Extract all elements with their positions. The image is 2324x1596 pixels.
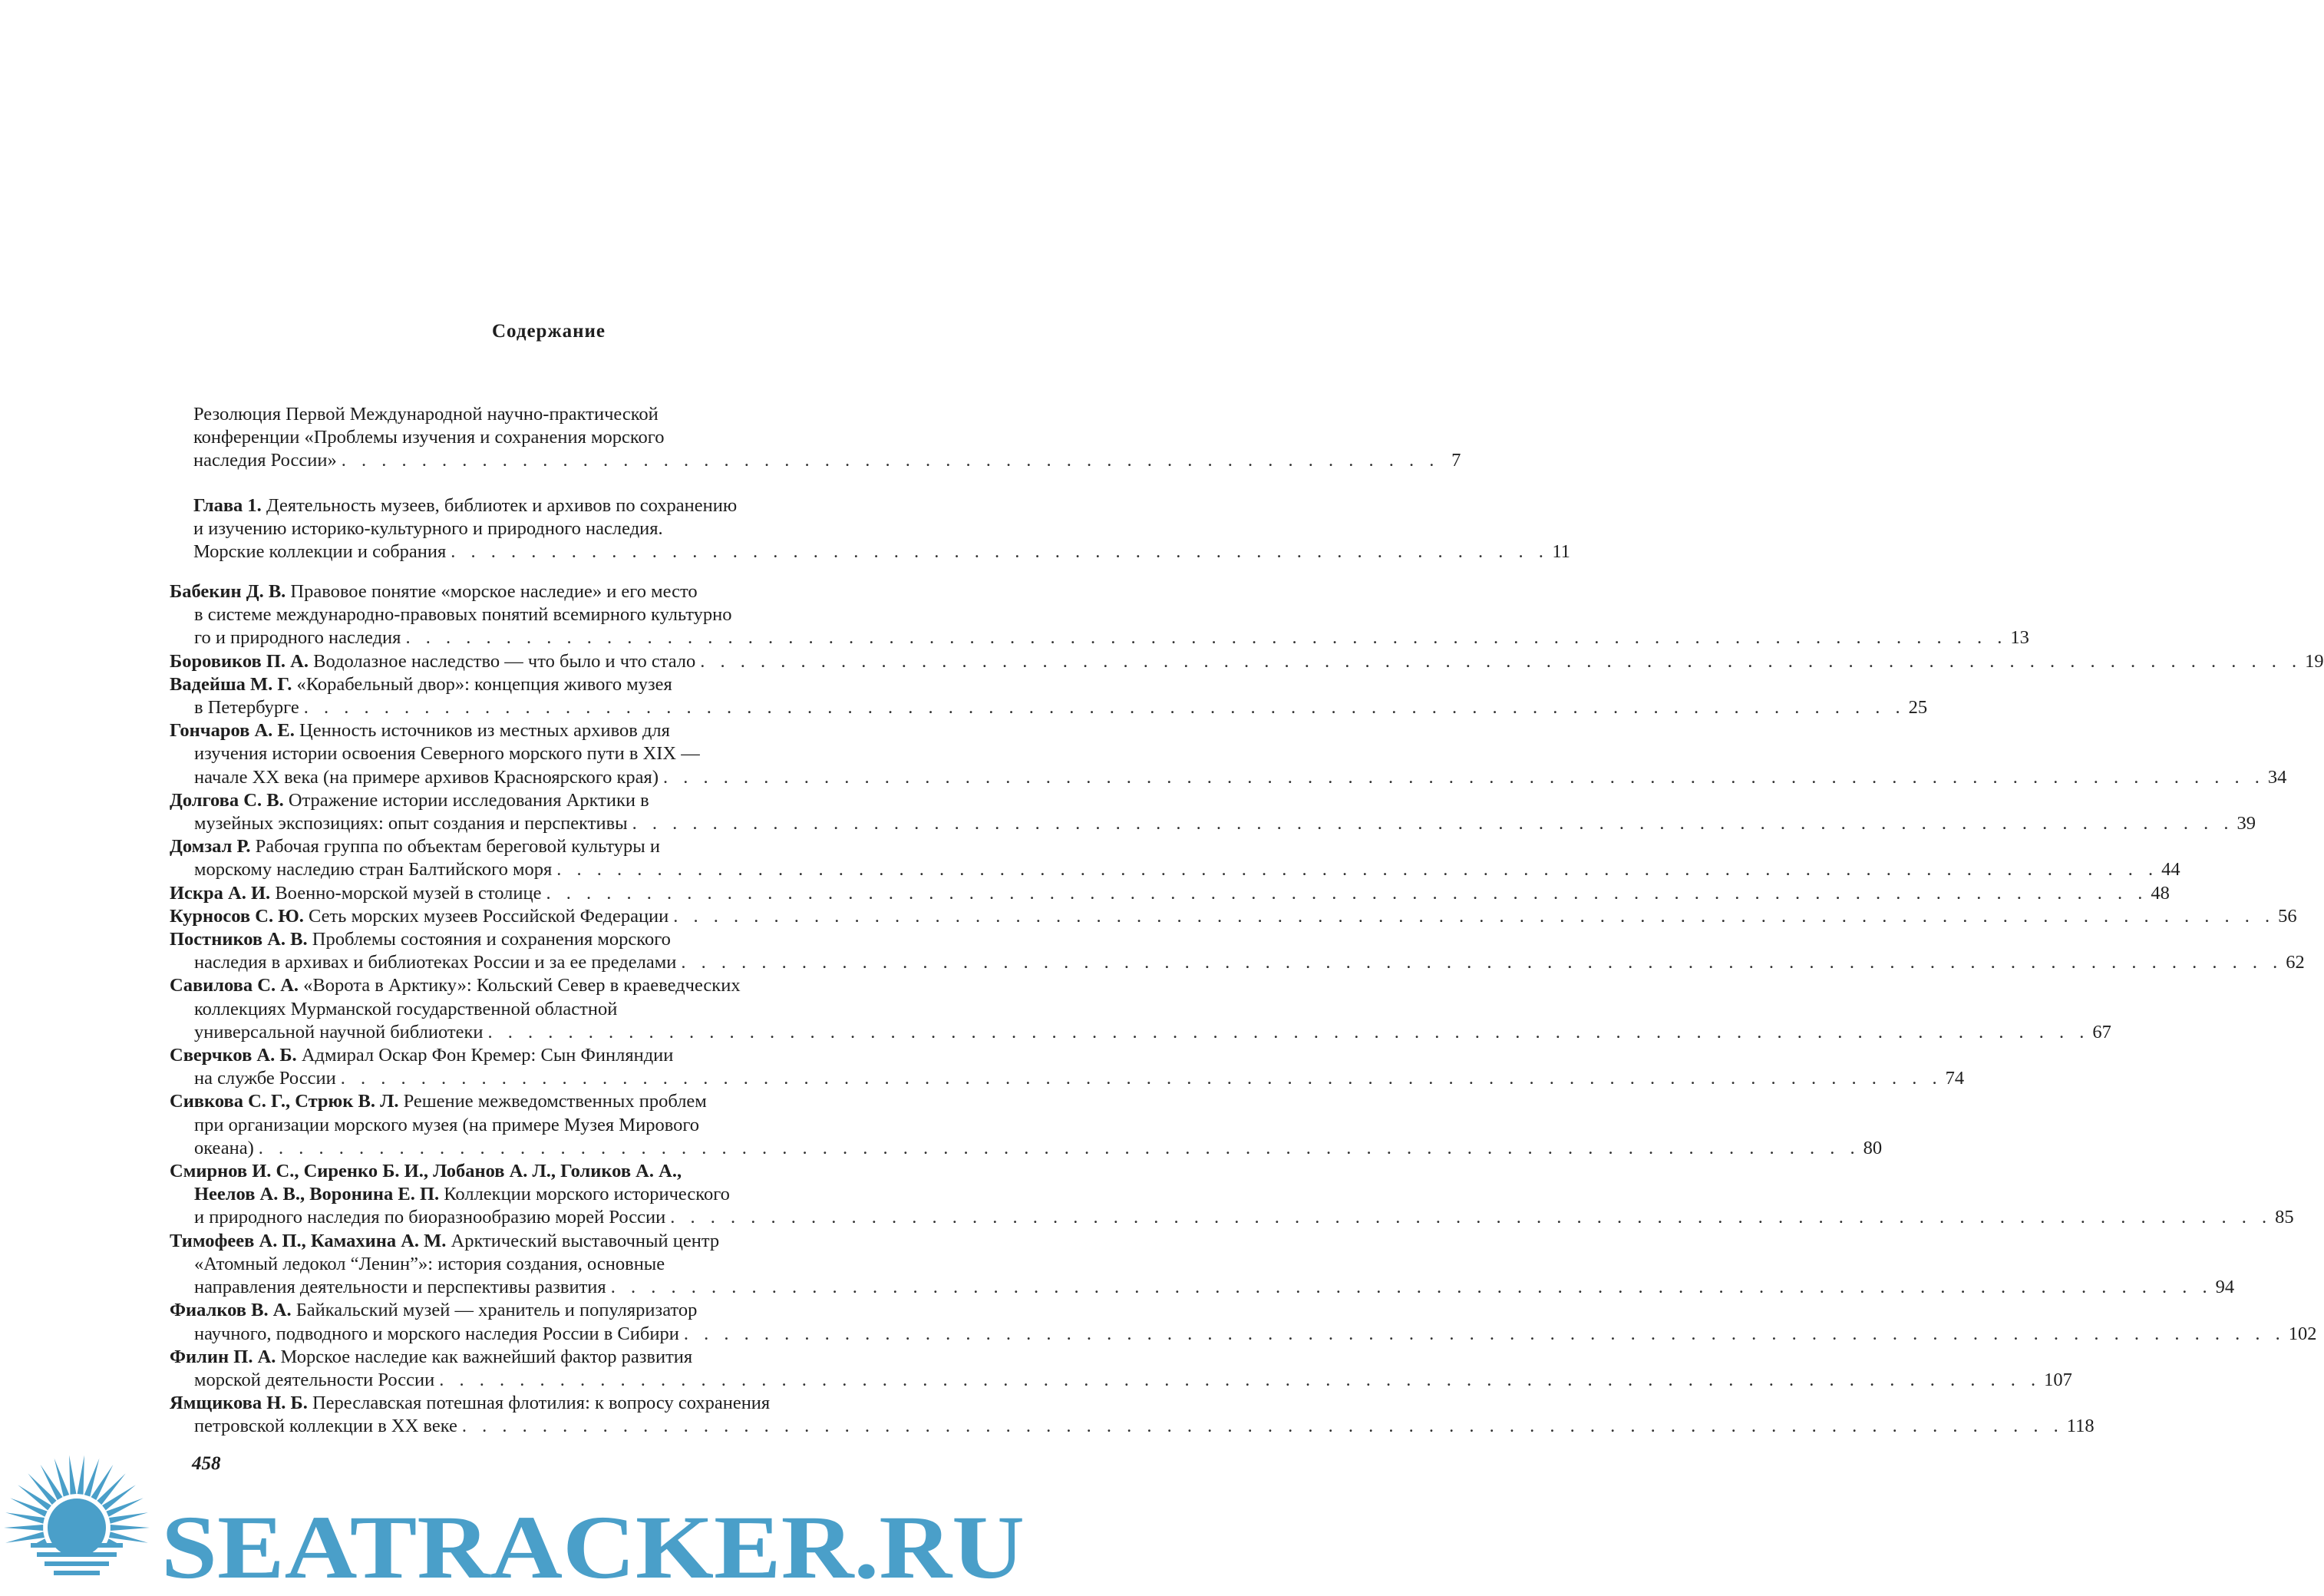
toc-entry[interactable] xyxy=(170,650,2324,673)
sun-ray xyxy=(18,1545,51,1571)
leader-dots: . . . . . . . . . . . . . . . . . . . . . . . . . . . . . . . . . . . . . . . . . . . . . . . . . . . . . . . . . . . . . . . . . . . . . . . . . . . . . . . . xyxy=(632,813,2234,834)
entry-page-number: 80 xyxy=(1863,1137,1883,1158)
toc-entry[interactable] xyxy=(170,1346,2072,1392)
entry-author: Сивкова С. Г., Стрюк В. Л. xyxy=(170,1091,399,1112)
entry-title: изучения истории освоения Северного морского пути в XIX — xyxy=(194,743,700,765)
entry-title: «Ворота в Арктику»: Кольский Север в краеведческих xyxy=(299,975,741,996)
entry-title: начале XX века (на примере архивов Красноярского края) xyxy=(194,766,659,788)
leader-dots: . . . . . . . . . . . . . . . . . . . . . . . . . . . . . . . . . . . . . . . . . . . . . . . . . . . . . . . . . . . . . . . . . . . . . . . . . . . . . . . . xyxy=(546,882,2148,904)
toc-entry[interactable] xyxy=(170,974,2111,1044)
entry-title: Морское наследие как важнейший фактор развития xyxy=(276,1346,693,1367)
sun-ray xyxy=(69,1561,76,1596)
entry-page-number: 102 xyxy=(2288,1323,2317,1344)
entry-text: конференции «Проблемы изучения и сохранения морского xyxy=(193,427,665,448)
entry-title: Отражение истории исследования Арктики в xyxy=(283,789,649,811)
entry-title: Сеть морских музеев Российской Федерации xyxy=(303,905,669,927)
leader-dots: . . . . . . . . . . . . . . . . . . . . . . . . . . . . . . . . . . . . . . . . . . . . . . . . . . . . . . . . . . . . . . . . . . . . . . . . . . . . . . . . xyxy=(663,766,2265,788)
entry-text: Морские коллекции и собрания xyxy=(193,541,447,563)
entry-page-number: 67 xyxy=(2092,1021,2111,1043)
entry-page-number: 25 xyxy=(1908,697,1928,719)
leader-dots: . . . . . . . . . . . . . . . . . . . . . . . . . . . . . . . . . . . . . . . . . . . . . . . . . . . . . . . . . . . . . . . . . . . . . . . . . . . . . . . . xyxy=(670,1207,2273,1228)
entry-page-number: 48 xyxy=(2151,882,2170,904)
entry-title: Арктический выставочный центр xyxy=(446,1230,720,1251)
entry-title: наследия в архивах и библиотеках России и за ее пределами xyxy=(194,952,677,973)
entry-text: наследия России» xyxy=(193,450,337,471)
leader-dots: . . . . . . . . . . . . . . . . . . . . . . . . . . . . . . . . . . . . . . . . . . . . . . . . . . . . . . . . . . . . . . . . . . . . . . . . . . . . . . . . xyxy=(681,952,2283,973)
entry-author: Постников А. В. xyxy=(170,929,308,950)
page-number: 458 xyxy=(192,1453,221,1474)
entry-title: Байкальский музей — хранитель и популяризатор xyxy=(291,1300,698,1321)
leader-dots: . . . . . . . . . . . . . . . . . . . . . . . . . . . . . . . . . . . . . . . . . . . . . . . . . . . . . . . . . . . . . . . . . . . . . . . . . . . . . . . . xyxy=(303,697,1906,719)
entry-title: Ценность источников из местных архивов для xyxy=(294,720,670,742)
entry-title: музейных экспозициях: опыт создания и перспективы xyxy=(194,813,628,834)
entry-author: Сверчков А. Б. xyxy=(170,1045,297,1066)
entry-author: Вадейша М. Г. xyxy=(170,673,292,695)
toc-entry[interactable] xyxy=(170,835,2180,881)
entry-title: Водолазное наследство — что было и что стало xyxy=(308,650,696,672)
sun-ray xyxy=(5,1532,45,1543)
entry-title: го и природного наследия xyxy=(194,627,401,649)
entry-author: Долгова С. В. xyxy=(170,789,284,811)
leader-dots: . . . . . . . . . . . . . . . . . . . . . . . . . . . . . . . . . . . . . . . . . . . . . . . . . . . . . . . . . . . . . . . . . . . . . . . . . . . . . . . . xyxy=(683,1323,2286,1344)
entry-page-number: 56 xyxy=(2278,905,2297,927)
sun-ray xyxy=(91,1465,114,1500)
sun-ray xyxy=(5,1512,45,1524)
entry-author: Гончаров А. Е. xyxy=(170,720,295,742)
toc-entry[interactable] xyxy=(170,580,2029,650)
sun-ray xyxy=(4,1525,43,1531)
sun-ray xyxy=(109,1532,148,1543)
sun-ray xyxy=(102,1545,136,1571)
entry-title: в Петербурге xyxy=(194,697,299,719)
entry-title: и природного наследия по биоразнообразию морей России xyxy=(194,1207,666,1228)
entry-title: Коллекции морского исторического xyxy=(439,1184,730,1205)
sun-ray xyxy=(78,1561,84,1596)
toc-entry[interactable] xyxy=(170,673,1928,719)
leader-dots: . . . . . . . . . . . . . . . . . . . . . . . . . . . . . . . . . . . . . . . . . . . . . . . . . . . . . . . . . . . . . . . . . . . . . . . . . . . . . . . . xyxy=(405,627,2008,649)
sun-ray xyxy=(78,1456,84,1495)
entry-author: Тимофеев А. П., Камахина А. М. xyxy=(170,1230,447,1251)
toc-entry[interactable] xyxy=(170,905,2297,928)
entry-text: и изучению историко-культурного и природного наследия. xyxy=(193,517,663,539)
toc-intro xyxy=(193,403,1570,563)
toc-entry[interactable] xyxy=(170,719,2287,789)
leader-dots: . . . . . . . . . . . . . . . . . . . . . . . . . . . . . . . . . . . . . . . . . . . . . . . . . . . . . . . xyxy=(451,541,1549,563)
page-title: Содержание xyxy=(491,321,606,342)
entry-page-number: 44 xyxy=(2161,859,2180,881)
toc-entry-chapter-1[interactable] xyxy=(193,494,1570,564)
entry-page-number: 62 xyxy=(2286,952,2305,973)
entry-page-number: 118 xyxy=(2066,1416,2095,1437)
entry-page-number: 94 xyxy=(2215,1277,2235,1298)
toc-entry[interactable] xyxy=(170,1299,2317,1345)
leader-dots: . . . . . . . . . . . . . . . . . . . . . . . . . . . . . . . . . . . . . . . . . . . . . . . . . . . . . . . xyxy=(341,450,1440,471)
entry-title: Переславская потешная флотилия: к вопросу сохранения xyxy=(307,1393,771,1414)
sun-ray xyxy=(18,1485,51,1510)
entry-title: океана) xyxy=(194,1137,254,1158)
entry-page-number: 74 xyxy=(1945,1068,1965,1089)
entry-title: петровской коллекции в XX веке xyxy=(194,1416,457,1437)
leader-dots: . . . . . . . . . . . . . . . . . . . . . . . . . . . . . . . . . . . . . . . . . . . . . . . . . . . . . . . . . . . . . . . . . . . . . . . . . . . . . . . . xyxy=(461,1416,2064,1437)
toc-entry[interactable] xyxy=(170,1090,1883,1160)
entry-title: направления деятельности и перспективы развития xyxy=(194,1277,606,1298)
chapter-label: Глава 1. xyxy=(193,494,262,516)
entry-title: научного, подводного и морского наследия России в Сибири xyxy=(194,1323,679,1344)
leader-dots: . . . . . . . . . . . . . . . . . . . . . . . . . . . . . . . . . . . . . . . . . . . . . . . . . . . . . . . . . . . . . . . . . . . . . . . . . . . . . . . . xyxy=(610,1277,2213,1298)
entry-author: Фиалков В. А. xyxy=(170,1300,292,1321)
entry-author: Искра А. И. xyxy=(170,882,271,904)
leader-dots: . . . . . . . . . . . . . . . . . . . . . . . . . . . . . . . . . . . . . . . . . . . . . . . . . . . . . . . . . . . . . . . . . . . . . . . . . . . . . . . . xyxy=(556,859,2159,881)
entry-title: при организации морского музея (на примере Музея Мирового xyxy=(194,1114,700,1135)
watermark-text: SEATRACKER.RU xyxy=(161,1497,1025,1596)
entry-title: Адмирал Оскар Фон Кремер: Сын Финляндии xyxy=(296,1045,674,1066)
entry-author: Ямщикова Н. Б. xyxy=(170,1393,308,1414)
entry-page-number: 39 xyxy=(2237,813,2256,834)
sun-ray xyxy=(102,1485,136,1510)
leader-dots: . . . . . . . . . . . . . . . . . . . . . . . . . . . . . . . . . . . . . . . . . . . . . . . . . . . . . . . . . . . . . . . . . . . . . . . . . . . . . . . . xyxy=(258,1137,1860,1158)
entry-title: Правовое понятие «морское наследие» и его место xyxy=(286,581,698,602)
entry-author: Домзал Р. xyxy=(170,836,251,857)
toc-entry-resolution[interactable] xyxy=(193,403,1461,473)
leader-dots: . . . . . . . . . . . . . . . . . . . . . . . . . . . . . . . . . . . . . . . . . . . . . . . . . . . . . . . . . . . . . . . . . . . . . . . . . . . . . . . . xyxy=(340,1068,1943,1089)
sun-ray xyxy=(69,1456,76,1495)
leader-dots: . . . . . . . . . . . . . . . . . . . . . . . . . . . . . . . . . . . . . . . . . . . . . . . . . . . . . . . . . . . . . . . . . . . . . . . . . . . . . . . . xyxy=(487,1021,2090,1043)
entry-title: Решение межведомственных проблем xyxy=(398,1091,707,1112)
entry-page-number: 11 xyxy=(1552,541,1570,563)
entry-title: «Корабельный двор»: концепция живого музея xyxy=(292,673,672,695)
leader-dots: . . . . . . . . . . . . . . . . . . . . . . . . . . . . . . . . . . . . . . . . . . . . . . . . . . . . . . . . . . . . . . . . . . . . . . . . . . . . . . . . xyxy=(439,1369,2042,1390)
toc-entry[interactable] xyxy=(170,1160,2294,1230)
entry-page-number: 19 xyxy=(2305,650,2324,672)
sun-icon xyxy=(4,1456,150,1596)
entry-text: Резолюция Первой Международной научно-практической xyxy=(193,404,659,425)
entry-title: универсальной научной библиотеки xyxy=(194,1021,484,1043)
entry-page-number: 107 xyxy=(2044,1369,2072,1390)
entry-page-number: 34 xyxy=(2267,766,2287,788)
entry-title: «Атомный ледокол “Ленин”»: история создания, основные xyxy=(194,1253,665,1274)
entry-author: Савилова С. А. xyxy=(170,975,299,996)
entry-title: на службе России xyxy=(194,1068,336,1089)
entry-title: Проблемы состояния и сохранения морского xyxy=(307,929,671,950)
entry-author: Бабекин Д. В. xyxy=(170,581,286,602)
entry-title: в системе международно-правовых понятий всемирного культурно xyxy=(194,604,732,626)
entry-text: Деятельность музеев, библиотек и архивов по сохранению xyxy=(261,494,738,516)
leader-dots: . . . . . . . . . . . . . . . . . . . . . . . . . . . . . . . . . . . . . . . . . . . . . . . . . . . . . . . . . . . . . . . . . . . . . . . . . . . . . . . . xyxy=(700,650,2303,672)
toc-entry[interactable] xyxy=(170,928,2305,974)
entry-title: морской деятельности России xyxy=(194,1369,435,1390)
entry-page-number: 85 xyxy=(2275,1207,2294,1228)
entry-page-number: 13 xyxy=(2010,627,2029,649)
sun-ray xyxy=(41,1465,63,1500)
toc-entry[interactable] xyxy=(170,882,2170,905)
toc-entry[interactable] xyxy=(170,1044,1965,1090)
entry-title: коллекциях Мурманской государственной областной xyxy=(194,998,618,1019)
toc-entries xyxy=(170,580,2324,1439)
entry-title: Рабочая группа по объектам береговой культуры и xyxy=(250,836,661,857)
entry-title: Военно-морской музей в столице xyxy=(270,882,542,904)
toc-entry[interactable] xyxy=(170,1230,2235,1300)
sun-ray xyxy=(111,1525,150,1531)
leader-dots: . . . . . . . . . . . . . . . . . . . . . . . . . . . . . . . . . . . . . . . . . . . . . . . . . . . . . . . . . . . . . . . . . . . . . . . . . . . . . . . . xyxy=(673,905,2276,927)
entry-author: Боровиков П. А. xyxy=(170,650,309,672)
entry-page-number: 7 xyxy=(1451,450,1461,471)
sun-ray xyxy=(109,1512,148,1524)
watermark-logo xyxy=(0,1436,1040,1596)
entry-author: Курносов С. Ю. xyxy=(170,905,304,927)
entry-author: Неелов А. В., Воронина Е. П. xyxy=(194,1184,440,1205)
entry-author: Смирнов И. С., Сиренко Б. И., Лобанов А. Л., Голиков А. А., xyxy=(170,1161,682,1182)
toc-entry[interactable] xyxy=(170,789,2256,835)
entry-title: морскому наследию стран Балтийского моря xyxy=(194,859,553,881)
entry-author: Филин П. А. xyxy=(170,1346,276,1367)
toc-entry[interactable] xyxy=(170,1392,2095,1438)
